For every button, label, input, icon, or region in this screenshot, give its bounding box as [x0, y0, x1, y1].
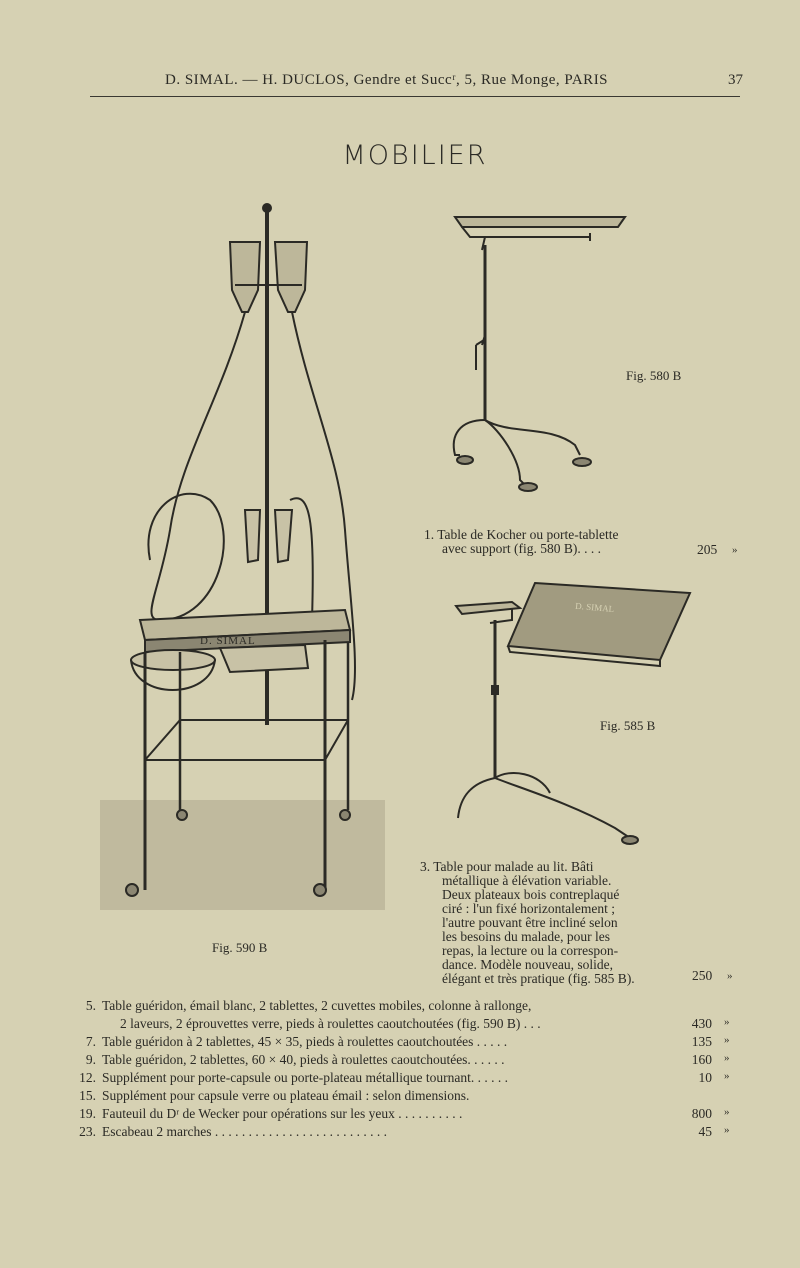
item-3-price: 250 [692, 968, 713, 983]
list-item [74, 1034, 754, 1052]
list-item [74, 1070, 754, 1088]
fig-585-label: Fig. 585 B [600, 718, 656, 733]
item-number: 15. [79, 1088, 96, 1103]
item-price: 45 [698, 1124, 712, 1139]
fig-590-plate-text: D. SIMAL [200, 635, 256, 647]
item-text: Fauteuil du Dʳ de Wecker pour opérations sur les yeux . . . . . . . . . . [102, 1106, 463, 1121]
item-ditto: » [724, 1124, 730, 1136]
item-3-line-4: ciré : l'un fixé horizontalement ; [442, 901, 615, 916]
item-number: 7. [85, 1034, 96, 1049]
item-3-line-5: l'autre pouvant être incliné selon [442, 915, 618, 930]
item-1-line-1: 1. Table de Kocher ou porte-tablette [424, 527, 619, 542]
item-number: 23. [79, 1124, 96, 1139]
item-price: 10 [698, 1070, 712, 1085]
item-3-line-7: repas, la lecture ou la correspon- [442, 943, 619, 958]
fig-590-illustration [100, 200, 390, 920]
fig-585-plate-text: D. SIMAL [574, 600, 615, 615]
item-text: Escabeau 2 marches . . . . . . . . . . . . . . . . . . . . . . . . . . [102, 1124, 387, 1139]
item-1-ditto: » [732, 544, 738, 556]
item-3-ditto: » [727, 970, 733, 982]
fig-585-illustration [450, 578, 700, 848]
item-text: Table guéridon, émail blanc, 2 tablettes, 2 cuvettes mobiles, colonne à rallonge, [102, 998, 532, 1013]
price-list [74, 998, 754, 1142]
item-price: 430 [691, 1016, 712, 1031]
item-ditto: » [724, 1034, 730, 1046]
header-rule [90, 96, 740, 97]
list-item [74, 1124, 754, 1142]
item-price: 800 [691, 1106, 712, 1121]
item-number: 5. [85, 998, 96, 1013]
item-3-line-2: métallique à élévation variable. [442, 873, 612, 888]
list-item [74, 1052, 754, 1070]
item-3-description [420, 860, 680, 986]
item-1-line-2: avec support (fig. 580 B). . . . [442, 541, 601, 556]
item-number: 9. [85, 1052, 96, 1067]
item-ditto: » [724, 1106, 730, 1118]
item-3-line-6: les besoins du malade, pour les [442, 929, 610, 944]
fig-580-label: Fig. 580 B [626, 368, 682, 383]
item-text: Supplément pour capsule verre ou plateau émail : selon dimensions. [102, 1088, 470, 1103]
item-text: Supplément pour porte-capsule ou porte-plateau métallique tournant. . . . . . [102, 1070, 509, 1085]
item-1-price: 205 [697, 542, 718, 557]
fig-580-illustration [440, 205, 640, 505]
page-title: MOBILIER [342, 140, 488, 171]
item-price: 135 [691, 1034, 712, 1049]
item-3-line-8: dance. Modèle nouveau, solide, [442, 957, 613, 972]
item-3-line-9: élégant et très pratique (fig. 585 B). [442, 971, 635, 986]
item-number: 12. [79, 1070, 96, 1085]
running-header: D. SIMAL. — H. DUCLOS, Gendre et Succʳ, 5, Rue Monge, PARIS [165, 72, 609, 88]
item-price: 160 [691, 1052, 712, 1067]
item-number: 19. [79, 1106, 96, 1121]
item-text: 2 laveurs, 2 éprouvettes verre, pieds à roulettes caoutchoutées (fig. 590 B) . . . [120, 1016, 541, 1031]
item-3-line-1: 3. Table pour malade au lit. Bâti [420, 859, 594, 874]
list-item [74, 998, 754, 1016]
item-ditto: » [724, 1052, 730, 1064]
page-number: 37 [728, 72, 743, 88]
list-item [74, 1088, 754, 1106]
list-item [74, 1106, 754, 1124]
item-text: Table guéridon, 2 tablettes, 60 × 40, pieds à roulettes caoutchoutées. . . . . . [102, 1052, 505, 1067]
list-item [74, 1016, 754, 1034]
item-ditto: » [724, 1070, 730, 1082]
item-text: Table guéridon à 2 tablettes, 45 × 35, pieds à roulettes caoutchoutées . . . . . [102, 1034, 508, 1049]
item-3-line-3: Deux plateaux bois contreplaqué [442, 887, 620, 902]
item-ditto: » [724, 1016, 730, 1028]
item-1-description [424, 528, 704, 556]
fig-590-label: Fig. 590 B [212, 940, 268, 955]
